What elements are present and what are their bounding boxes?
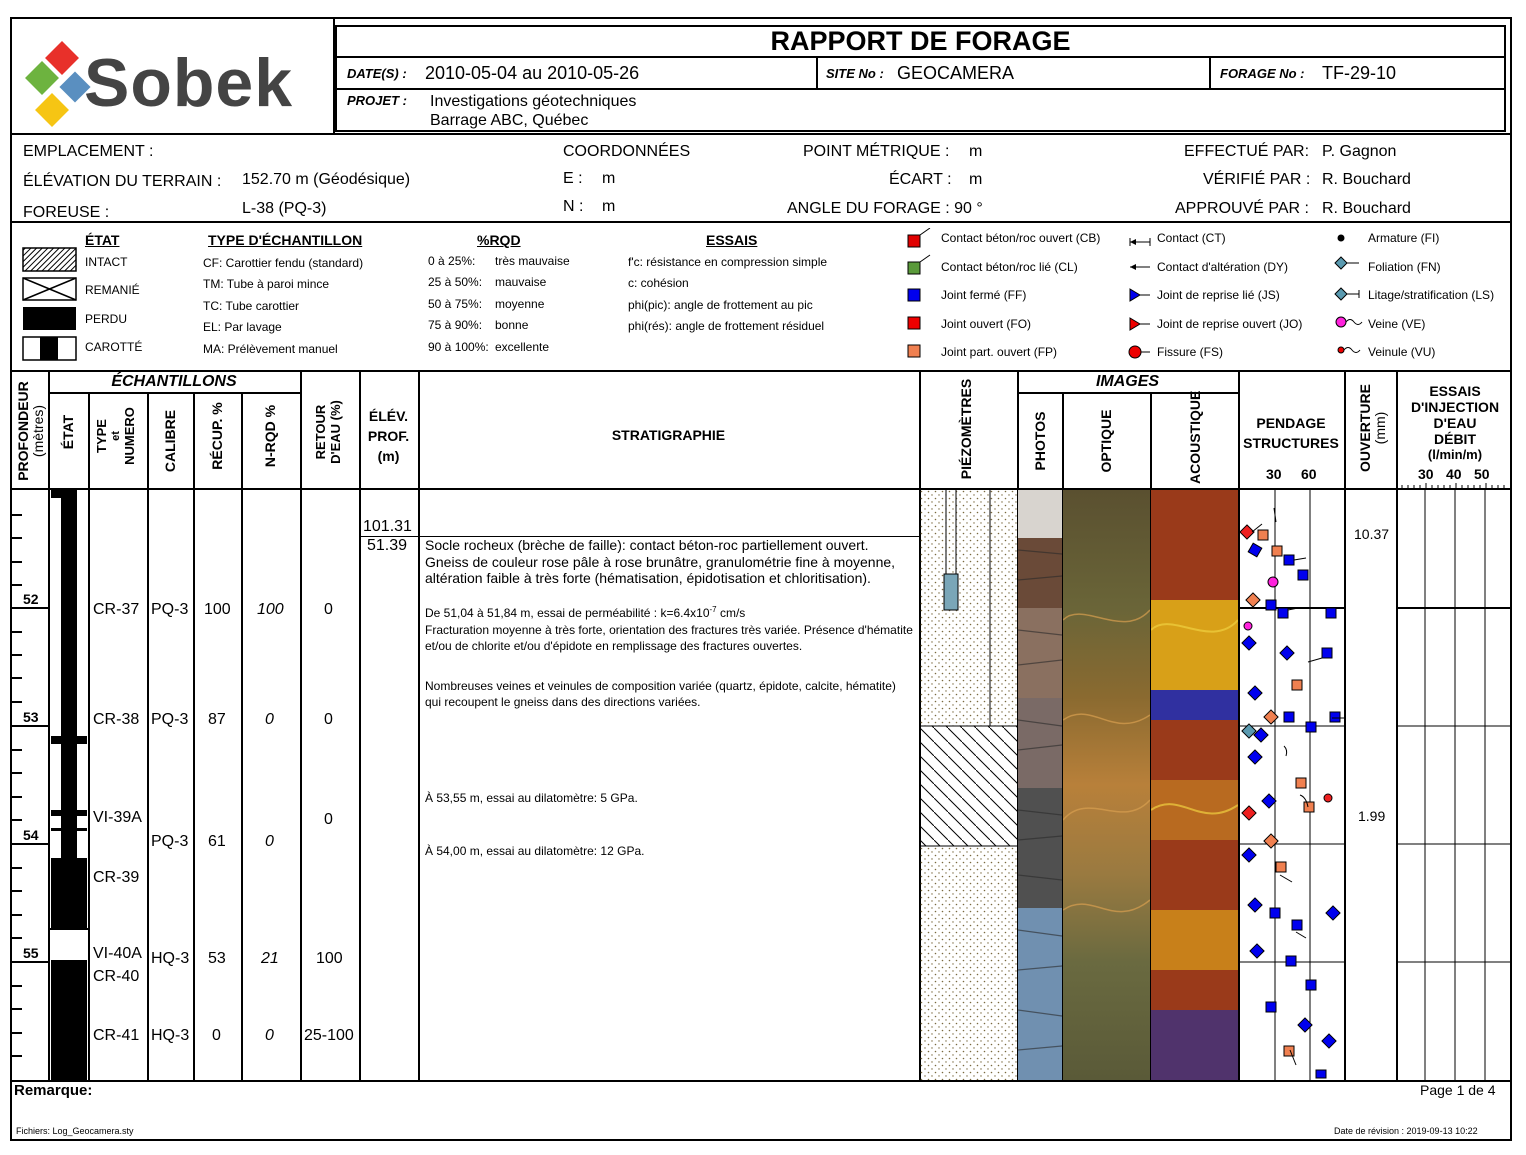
col-nrqd: N-RQD % xyxy=(262,404,278,468)
strat-dilatometre-2: À 54,00 m, essai au dilatomètre: 12 GPa. xyxy=(425,844,645,858)
essai-fc: f'c: résistance en compression simple xyxy=(628,255,828,269)
sample-type: CR-37 xyxy=(93,601,140,618)
fichiers-label: Fichiers: Log_Geocamera.sty xyxy=(16,1126,134,1136)
foreuse-value: L-38 (PQ-3) xyxy=(242,200,327,217)
col-elev: ÉLÉV. PROF. (m) xyxy=(367,408,410,464)
sample-retour: 0 xyxy=(324,601,333,618)
sample-calibre: PQ-3 xyxy=(151,833,189,850)
pm-value: m xyxy=(969,143,983,160)
page-title: RAPPORT DE FORAGE xyxy=(770,26,1071,56)
col-profondeur: PROFONDEUR (mètres) xyxy=(15,381,46,481)
col-type: TYPE et NUMERO xyxy=(94,407,137,465)
etat-carotte: CAROTTÉ xyxy=(85,340,143,354)
essais-injection-grid xyxy=(1397,490,1512,1080)
legend-fp: Joint part. ouvert (FP) xyxy=(941,345,1058,359)
sample-recup: 100 xyxy=(204,601,231,618)
n-value: m xyxy=(602,198,616,215)
legend-fn: Foliation (FN) xyxy=(1368,260,1441,274)
legend-fs: Fissure (FS) xyxy=(1157,345,1223,359)
legend-type-title: TYPE D'ÉCHANTILLON xyxy=(208,232,363,248)
col-ouverture: OUVERTURE (mm) xyxy=(1357,384,1388,472)
legend-symbols-col2 xyxy=(1128,228,1154,363)
projet-line1: Investigations géotechniques xyxy=(430,93,637,110)
etat-symbols xyxy=(22,245,78,363)
essai-phi-res: phi(rés): angle de frottement résiduel xyxy=(628,319,825,333)
sample-type: VI-39A xyxy=(93,809,142,826)
strat-perm: De 51,04 à 51,84 m, essai de perméabilité : $k=6.4x10^{-7}$ cm/s xyxy=(425,605,746,620)
legend-ve: Veine (VE) xyxy=(1368,317,1426,331)
elev-top: 101.31 xyxy=(363,518,412,535)
optique-image xyxy=(1063,490,1150,1080)
col-acoustique: ACOUSTIQUE xyxy=(1187,390,1203,484)
strat-dilatometre-1: À 53,55 m, essai au dilatomètre: 5 GPa. xyxy=(425,791,638,805)
pm-label: POINT MÉTRIQUE : xyxy=(803,143,950,160)
effectue-label: EFFECTUÉ PAR: xyxy=(1184,143,1310,160)
dates-label: DATE(S) : xyxy=(347,66,407,81)
ouverture-value: 1.99 xyxy=(1358,808,1386,824)
strat-veines: Nombreuses veines et veinules de composition variée (quartz, épidote, calcite, hématite) qui recoupent le gneiss dans des directions variées. xyxy=(425,679,896,709)
sample-nrqd: 100 xyxy=(257,601,284,618)
col-echantillons: ÉCHANTILLONS xyxy=(111,373,237,390)
e-label: E : xyxy=(563,170,583,187)
rqd-range: 25 à 50%: xyxy=(428,275,483,289)
legend-fi: Armature (FI) xyxy=(1368,231,1440,245)
rqd-range: 90 à 100%: xyxy=(428,340,489,354)
sample-calibre: PQ-3 xyxy=(151,711,189,728)
etat-intact: INTACT xyxy=(85,255,128,269)
type-el: EL: Par lavage xyxy=(203,320,282,334)
essais-tick-30: 30 xyxy=(1418,466,1434,482)
forage-label: FORAGE No : xyxy=(1220,66,1305,81)
legend-symbols-col1 xyxy=(905,228,935,363)
page-number: Page 1 de 4 xyxy=(1420,1082,1496,1098)
legend-cb: Contact béton/roc ouvert (CB) xyxy=(941,231,1101,245)
projet-label: PROJET : xyxy=(347,93,407,108)
col-calibre: CALIBRE xyxy=(162,409,178,473)
site-label: SITE No : xyxy=(826,66,884,81)
verifie-value: R. Bouchard xyxy=(1322,171,1411,188)
legend-ct: Contact (CT) xyxy=(1157,231,1226,245)
col-stratigraphie: STRATIGRAPHIE xyxy=(611,427,726,443)
logo xyxy=(22,40,322,130)
etat-perdu: PERDU xyxy=(85,312,128,326)
col-etat: ÉTAT xyxy=(60,414,76,450)
sample-calibre: HQ-3 xyxy=(151,1027,190,1044)
type-tc: TC: Tube carottier xyxy=(203,299,300,313)
col-piezometres: PIÉZOMÈTRES xyxy=(958,378,974,480)
n-label: N : xyxy=(563,198,584,215)
rqd-desc: mauvaise xyxy=(495,275,547,289)
essai-phi-pic: phi(pic): angle de frottement au pic xyxy=(628,298,813,312)
elevation-value: 152.70 m (Géodésique) xyxy=(242,171,411,188)
piezometer-column xyxy=(920,490,1017,1080)
legend-js: Joint de reprise lié (JS) xyxy=(1157,288,1280,302)
col-essais-injection: ESSAIS D'INJECTION D'EAU DÉBIT (l/min/m) xyxy=(1410,383,1500,462)
legend-etat-title: ÉTAT xyxy=(85,232,120,248)
elevation-label: ÉLÉVATION DU TERRAIN : xyxy=(23,173,222,190)
pendage-tick-60: 60 xyxy=(1301,466,1317,482)
logo-text: Sobek xyxy=(84,45,294,121)
elev-depth: 51.39 xyxy=(367,537,408,554)
depth-label: 55 xyxy=(23,945,39,961)
sample-type: CR-41 xyxy=(93,1027,140,1044)
sample-nrqd: 0 xyxy=(265,1027,274,1044)
col-photos: PHOTOS xyxy=(1032,411,1048,471)
etat-remanie: REMANIÉ xyxy=(85,283,140,297)
col-optique: OPTIQUE xyxy=(1098,409,1114,473)
sample-recup: 0 xyxy=(212,1027,221,1044)
depth-label: 52 xyxy=(23,591,39,607)
remarque-label: Remarque: xyxy=(14,1082,93,1099)
sample-recup: 61 xyxy=(208,833,226,850)
ecart-value: m xyxy=(969,171,983,188)
legend-fo: Joint ouvert (FO) xyxy=(941,317,1032,331)
approuve-label: APPROUVÉ PAR : xyxy=(1175,200,1309,217)
rqd-desc: très mauvaise xyxy=(495,254,570,268)
sample-type: CR-40 xyxy=(93,968,140,985)
site-value: GEOCAMERA xyxy=(897,63,1015,83)
projet-line2: Barrage ABC, Québec xyxy=(430,112,589,129)
legend-vu: Veinule (VU) xyxy=(1368,345,1436,359)
sample-retour: 0 xyxy=(324,711,333,728)
photos-core-image xyxy=(1018,490,1062,1080)
sample-nrqd: 21 xyxy=(261,950,279,967)
sample-recup: 53 xyxy=(208,950,226,967)
coordonnees-label: COORDONNÉES xyxy=(563,143,691,160)
ecart-label: ÉCART : xyxy=(889,171,952,188)
sample-retour: 0 xyxy=(324,811,333,828)
type-ma: MA: Prélèvement manuel xyxy=(203,342,338,356)
legend-ls: Litage/stratification (LS) xyxy=(1368,288,1495,302)
legend-cl: Contact béton/roc lié (CL) xyxy=(941,260,1078,274)
e-value: m xyxy=(602,170,616,187)
sample-type: CR-38 xyxy=(93,711,140,728)
rqd-desc: moyenne xyxy=(495,297,545,311)
col-retour: RETOUR D'EAU (%) xyxy=(313,400,343,464)
depth-scale xyxy=(10,490,50,1080)
sample-nrqd: 0 xyxy=(265,711,274,728)
legend-essais-title: ESSAIS xyxy=(706,232,758,248)
angle-label: ANGLE DU FORAGE : 90 ° xyxy=(787,200,983,217)
legend-rqd-title: %RQD xyxy=(477,232,521,248)
dates-value: 2010-05-04 au 2010-05-26 xyxy=(425,63,640,83)
approuve-value: R. Bouchard xyxy=(1322,200,1411,217)
depth-label: 53 xyxy=(23,709,39,725)
acoustique-image xyxy=(1151,490,1238,1080)
pendage-tick-30: 30 xyxy=(1266,466,1282,482)
type-tm: TM: Tube à paroi mince xyxy=(203,277,330,291)
rqd-desc: bonne xyxy=(495,318,529,332)
col-pendage: PENDAGE STRUCTURES xyxy=(1243,415,1339,451)
rqd-range: 50 à 75%: xyxy=(428,297,483,311)
ouverture-value: 10.37 xyxy=(1354,526,1390,542)
sample-recup: 87 xyxy=(208,711,226,728)
sample-retour: 100 xyxy=(316,950,343,967)
legend-jo: Joint de reprise ouvert (JO) xyxy=(1157,317,1303,331)
sample-retour: 25-100 xyxy=(304,1027,354,1044)
essais-scale-ticks xyxy=(1398,480,1512,490)
legend-dy: Contact d'altération (DY) xyxy=(1157,260,1289,274)
effectue-value: P. Gagnon xyxy=(1322,143,1397,160)
rqd-range: 0 à 25%: xyxy=(428,254,476,268)
legend-symbols-col3 xyxy=(1333,228,1363,363)
depth-label: 54 xyxy=(23,827,39,843)
strat-fracturation: Fracturation moyenne à très forte, orientation des fractures très variée. Présence d'hématite et/ou de chlorite et/ou d'épidote en remplissage des fractures ouvertes. xyxy=(425,623,913,653)
revision-date: Date de révision : 2019-09-13 10:22 xyxy=(1334,1126,1478,1136)
sample-type: CR-39 xyxy=(93,869,140,886)
rqd-range: 75 à 90%: xyxy=(428,318,483,332)
forage-value: TF-29-10 xyxy=(1322,63,1397,83)
sample-nrqd: 0 xyxy=(265,833,274,850)
foreuse-label: FOREUSE : xyxy=(23,204,110,221)
legend-ff: Joint fermé (FF) xyxy=(941,288,1027,302)
col-recup: RÉCUP. % xyxy=(209,402,225,470)
col-images: IMAGES xyxy=(1095,373,1160,390)
strat-main: Socle rocheux (brèche de faille): contact béton-roc partiellement ouvert. Gneiss de couleur rose pâle à rose brunâtre, granulométrie fine à moyenne, altération faible à très forte (hématisation, épidotisation et chloritisation). xyxy=(425,537,896,586)
rqd-desc: excellente xyxy=(495,340,550,354)
type-cf: CF: Carottier fendu (standard) xyxy=(203,256,364,270)
essais-tick-50: 50 xyxy=(1474,466,1490,482)
etat-core-column xyxy=(49,490,89,1080)
pendage-structures-plot xyxy=(1240,490,1344,1080)
verifie-label: VÉRIFIÉ PAR : xyxy=(1203,171,1311,188)
essais-tick-40: 40 xyxy=(1446,466,1462,482)
emplacement-label: EMPLACEMENT : xyxy=(23,143,154,160)
essai-c: c: cohésion xyxy=(628,276,689,290)
sample-calibre: HQ-3 xyxy=(151,950,190,967)
sample-type: VI-40A xyxy=(93,945,142,962)
sample-calibre: PQ-3 xyxy=(151,601,189,618)
